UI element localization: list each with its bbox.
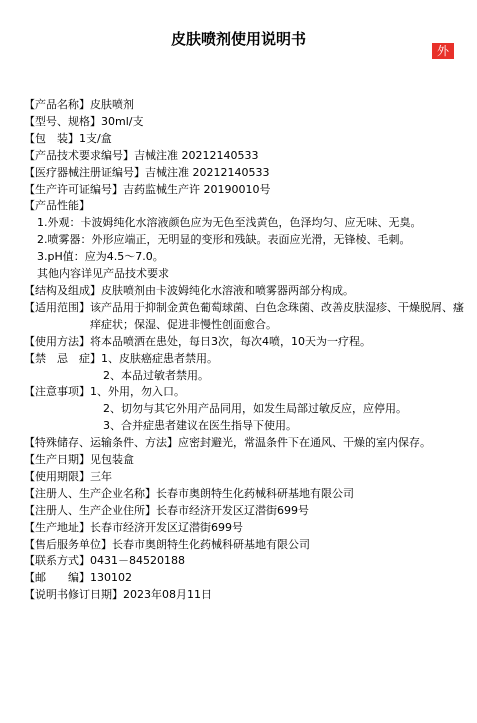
package-label: 【包 装】 — [24, 131, 79, 145]
composition-row — [24, 283, 474, 300]
performance-item: 1.外观：卡波姆纯化水溶液颜色应为无色至浅黄色，色泽均匀、应无味、无臭。 — [37, 216, 422, 230]
prod-date-label: 【生产日期】 — [24, 453, 90, 467]
cautions-label: 【注意事项】 — [24, 385, 90, 399]
package-value: 1支/盒 — [79, 131, 112, 145]
tech-req-value: 吉械注准 20212140533 — [134, 148, 259, 162]
tech-req-row — [24, 148, 474, 165]
product-name-row — [24, 97, 474, 114]
storage-label: 【特殊储存、运输条件、方法】 — [24, 436, 178, 450]
prod-addr-label: 【生产地址】 — [24, 520, 90, 534]
contact-label: 【联系方式】 — [24, 554, 90, 568]
composition-label: 【结构及组成】 — [24, 283, 101, 297]
performance-label: 【产品性能】 — [24, 199, 90, 213]
registrant-addr-label: 【注册人、生产企业住所】 — [24, 503, 156, 517]
service-label: 【售后服务单位】 — [24, 537, 112, 551]
reg-no-value: 吉械注准 20212140533 — [145, 165, 270, 179]
page-title: 皮肤喷剂使用说明书 — [170, 30, 306, 48]
product-name-value: 皮肤喷剂 — [90, 98, 134, 111]
tech-req-label: 【产品技术要求编号】 — [24, 148, 134, 162]
revision-row — [24, 587, 474, 604]
registrant-addr-value: 长春市经济开发区辽潜街699号 — [156, 503, 309, 517]
postcode-value: 130102 — [90, 571, 132, 585]
contact-value: 0431－84520188 — [90, 554, 185, 568]
registrant-addr-row — [24, 503, 474, 520]
prod-addr-row — [24, 520, 474, 537]
shelf-life-value: 三年 — [90, 469, 112, 483]
shelf-life-row — [24, 469, 474, 486]
revision-label: 【说明书修订日期】 — [24, 588, 123, 602]
registrant-name-value: 长春市奥朗特生化药械科研基地有限公司 — [156, 486, 354, 500]
contact-row — [24, 553, 474, 570]
registrant-name-row — [24, 486, 474, 503]
contra-item: 1、皮肤癌症患者禁用。 — [101, 351, 218, 365]
performance-other: 其他内容详见产品技术要求 — [37, 267, 169, 281]
usage-value: 将本品喷洒在患处，每日3次，每次4喷，10天为一疗程。 — [90, 334, 371, 348]
reg-no-label: 【医疗器械注册证编号】 — [24, 165, 145, 179]
shelf-life-label: 【使用期限】 — [24, 469, 90, 483]
contra-row — [24, 351, 474, 368]
cautions-row — [24, 384, 474, 401]
service-value: 长春市奥朗特生化药械科研基地有限公司 — [112, 537, 310, 551]
scope-row — [24, 300, 474, 334]
document-body — [24, 97, 474, 604]
revision-value: 2023年08月11日 — [123, 588, 212, 602]
prod-date-value: 见包装盒 — [90, 453, 134, 467]
postcode-row — [24, 570, 474, 587]
composition-value: 皮肤喷剂由卡波姆纯化水溶液和喷雾器两部分构成。 — [101, 283, 354, 297]
contra-item: 2、本品过敏者禁用。 — [103, 368, 209, 382]
usage-label: 【使用方法】 — [24, 334, 90, 348]
registrant-name-label: 【注册人、生产企业名称】 — [24, 486, 156, 500]
scope-label: 【适用范围】 — [24, 300, 90, 314]
product-name-label: 【产品名称】 — [24, 98, 90, 111]
reg-no-row — [24, 165, 474, 182]
performance-item: 3.pH值：应为4.5～7.0。 — [37, 250, 164, 264]
service-row — [24, 537, 474, 554]
caution-item: 3、合并症患者建议在医生指导下使用。 — [103, 419, 297, 433]
prod-license-label: 【生产许可证编号】 — [24, 182, 123, 196]
model-label: 【型号、规格】 — [24, 114, 101, 128]
prod-license-row — [24, 182, 474, 199]
prod-license-value: 吉药监械生产许 20190010号 — [123, 182, 271, 196]
package-row — [24, 131, 474, 148]
model-value: 30ml/支 — [101, 114, 144, 128]
storage-row — [24, 435, 474, 452]
model-row — [24, 114, 474, 131]
external-use-badge: 外 — [432, 43, 454, 59]
prod-date-row — [24, 452, 474, 469]
postcode-label: 【邮 编】 — [24, 571, 90, 585]
usage-row — [24, 334, 474, 351]
caution-item: 1、外用，勿入口。 — [90, 385, 185, 399]
storage-value: 应密封避光，常温条件下在通风、干燥的室内保存。 — [178, 436, 431, 450]
caution-item: 2、切勿与其它外用产品同用，如发生局部过敏反应，应停用。 — [103, 402, 407, 416]
prod-addr-value: 长春市经济开发区辽潜街699号 — [90, 520, 243, 534]
performance-item: 2.喷雾器：外形应端正，无明显的变形和残缺。表面应光滑，无锋棱、毛刺。 — [37, 233, 411, 247]
scope-value: 该产品用于抑制金黄色葡萄球菌、白色念珠菌、改善皮肤湿疹、干燥脱屑、瘙痒症状；保湿、促进非慢性创面愈合。 — [90, 300, 464, 331]
contra-label: 【禁 忌 症】 — [24, 351, 101, 365]
